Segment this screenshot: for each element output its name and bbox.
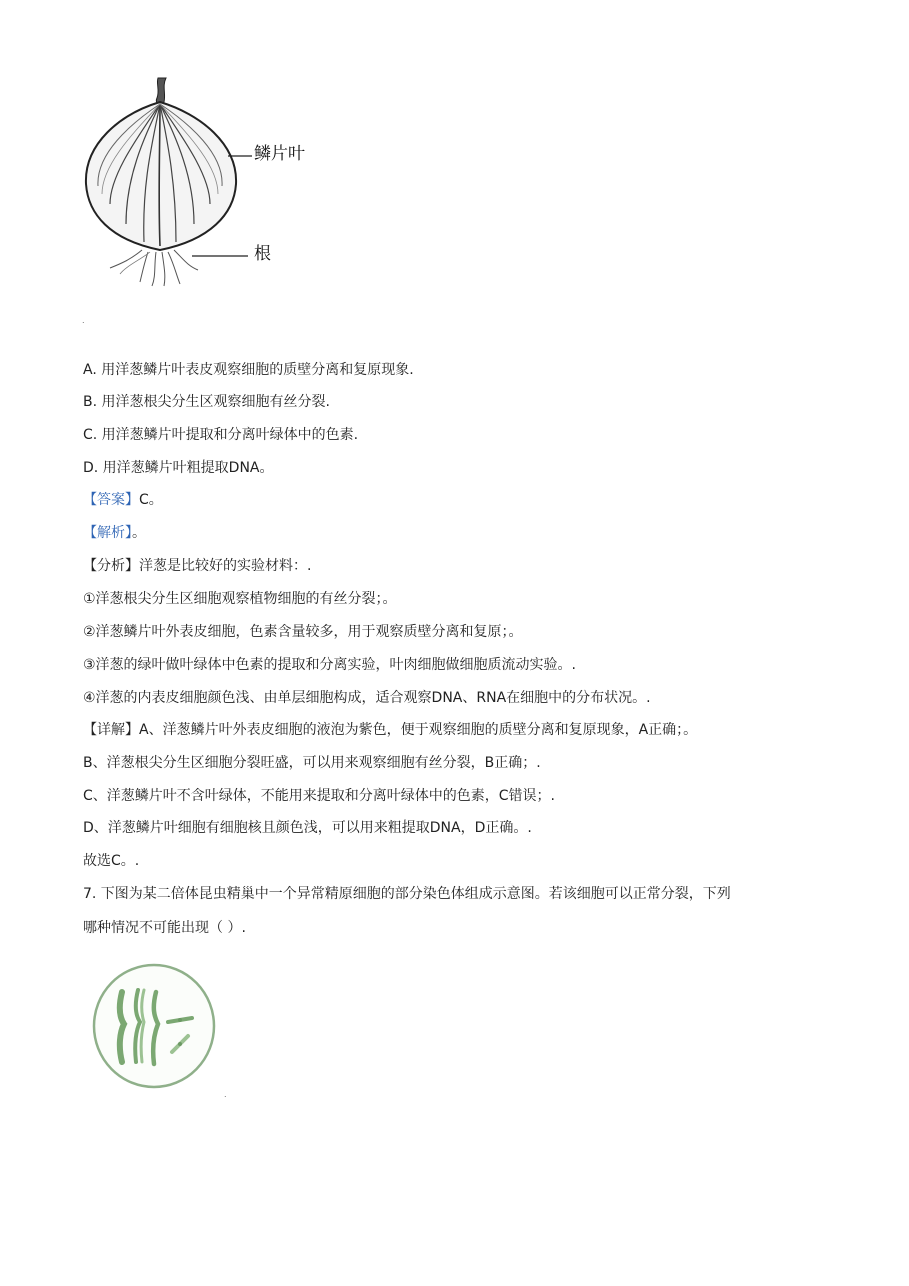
cell-figure [88, 958, 224, 1092]
answer-tag: 【答案】 [83, 492, 139, 508]
option-b: B. 用洋葱根尖分生区观察细胞有丝分裂. [83, 394, 330, 410]
conclusion: 故选C。. [83, 853, 140, 869]
onion-drawing [80, 74, 320, 290]
analysis-tail: 。 [132, 525, 146, 541]
point-3: ③洋葱的绿叶做叶绿体中色素的提取和分离实验，叶肉细胞做细胞质流动实验。. [83, 657, 576, 673]
detail-a-text: A、洋葱鳞片叶外表皮细胞的液泡为紫色，便于观察细胞的质壁分离和复原现象，A正确；。 [139, 722, 698, 738]
detail-line-a [83, 720, 697, 740]
option-d: D. 用洋葱鳞片叶粗提取DNA。 [83, 460, 274, 476]
question7-line1: 7. 下图为某二倍体昆虫精巢中一个异常精原细胞的部分染色体组成示意图。若该细胞可以正常分裂，下列 [83, 886, 731, 902]
fenxi-tag: 【分析】 [83, 558, 139, 574]
cell-drawing [88, 958, 224, 1092]
answer-line [83, 490, 163, 510]
detail-tag: 【详解】 [83, 722, 139, 738]
detail-line-c: C、洋葱鳞片叶不含叶绿体，不能用来提取和分离叶绿体中的色素，C错误；. [83, 788, 555, 804]
detail-line-d: D、洋葱鳞片叶细胞有细胞核且颜色浅，可以用来粗提取DNA，D正确。. [83, 820, 532, 836]
option-c: C. 用洋葱鳞片叶提取和分离叶绿体中的色素. [83, 427, 359, 443]
point-4: ④洋葱的内表皮细胞颜色浅、由单层细胞构成，适合观察DNA、RNA在细胞中的分布状况。. [83, 690, 651, 706]
point-2: ②洋葱鳞片叶外表皮细胞，色素含量较多，用于观察质壁分离和复原；。 [83, 624, 523, 640]
analysis-line [83, 523, 146, 543]
scale-leaf-label: 鳞片叶 [254, 144, 305, 164]
stray-mark: . [82, 316, 85, 325]
option-a: A. 用洋葱鳞片叶表皮观察细胞的质壁分离和复原现象. [83, 362, 414, 378]
root-label: 根 [254, 244, 271, 264]
point-1: ①洋葱根尖分生区细胞观察植物细胞的有丝分裂；。 [83, 591, 397, 607]
answer-value: C。 [139, 492, 163, 508]
question7-line2: 哪种情况不可能出现（ ）. [83, 920, 246, 936]
onion-figure [80, 74, 320, 290]
analysis-tag: 【解析】 [83, 525, 132, 541]
cell-outline [94, 965, 214, 1087]
fenxi-text: 洋葱是比较好的实验材料：. [139, 558, 312, 574]
detail-line-b: B、洋葱根尖分生区细胞分裂旺盛，可以用来观察细胞有丝分裂，B正确；. [83, 755, 541, 771]
stray-mark-2: . [224, 1090, 227, 1099]
fenxi-line [83, 556, 311, 576]
